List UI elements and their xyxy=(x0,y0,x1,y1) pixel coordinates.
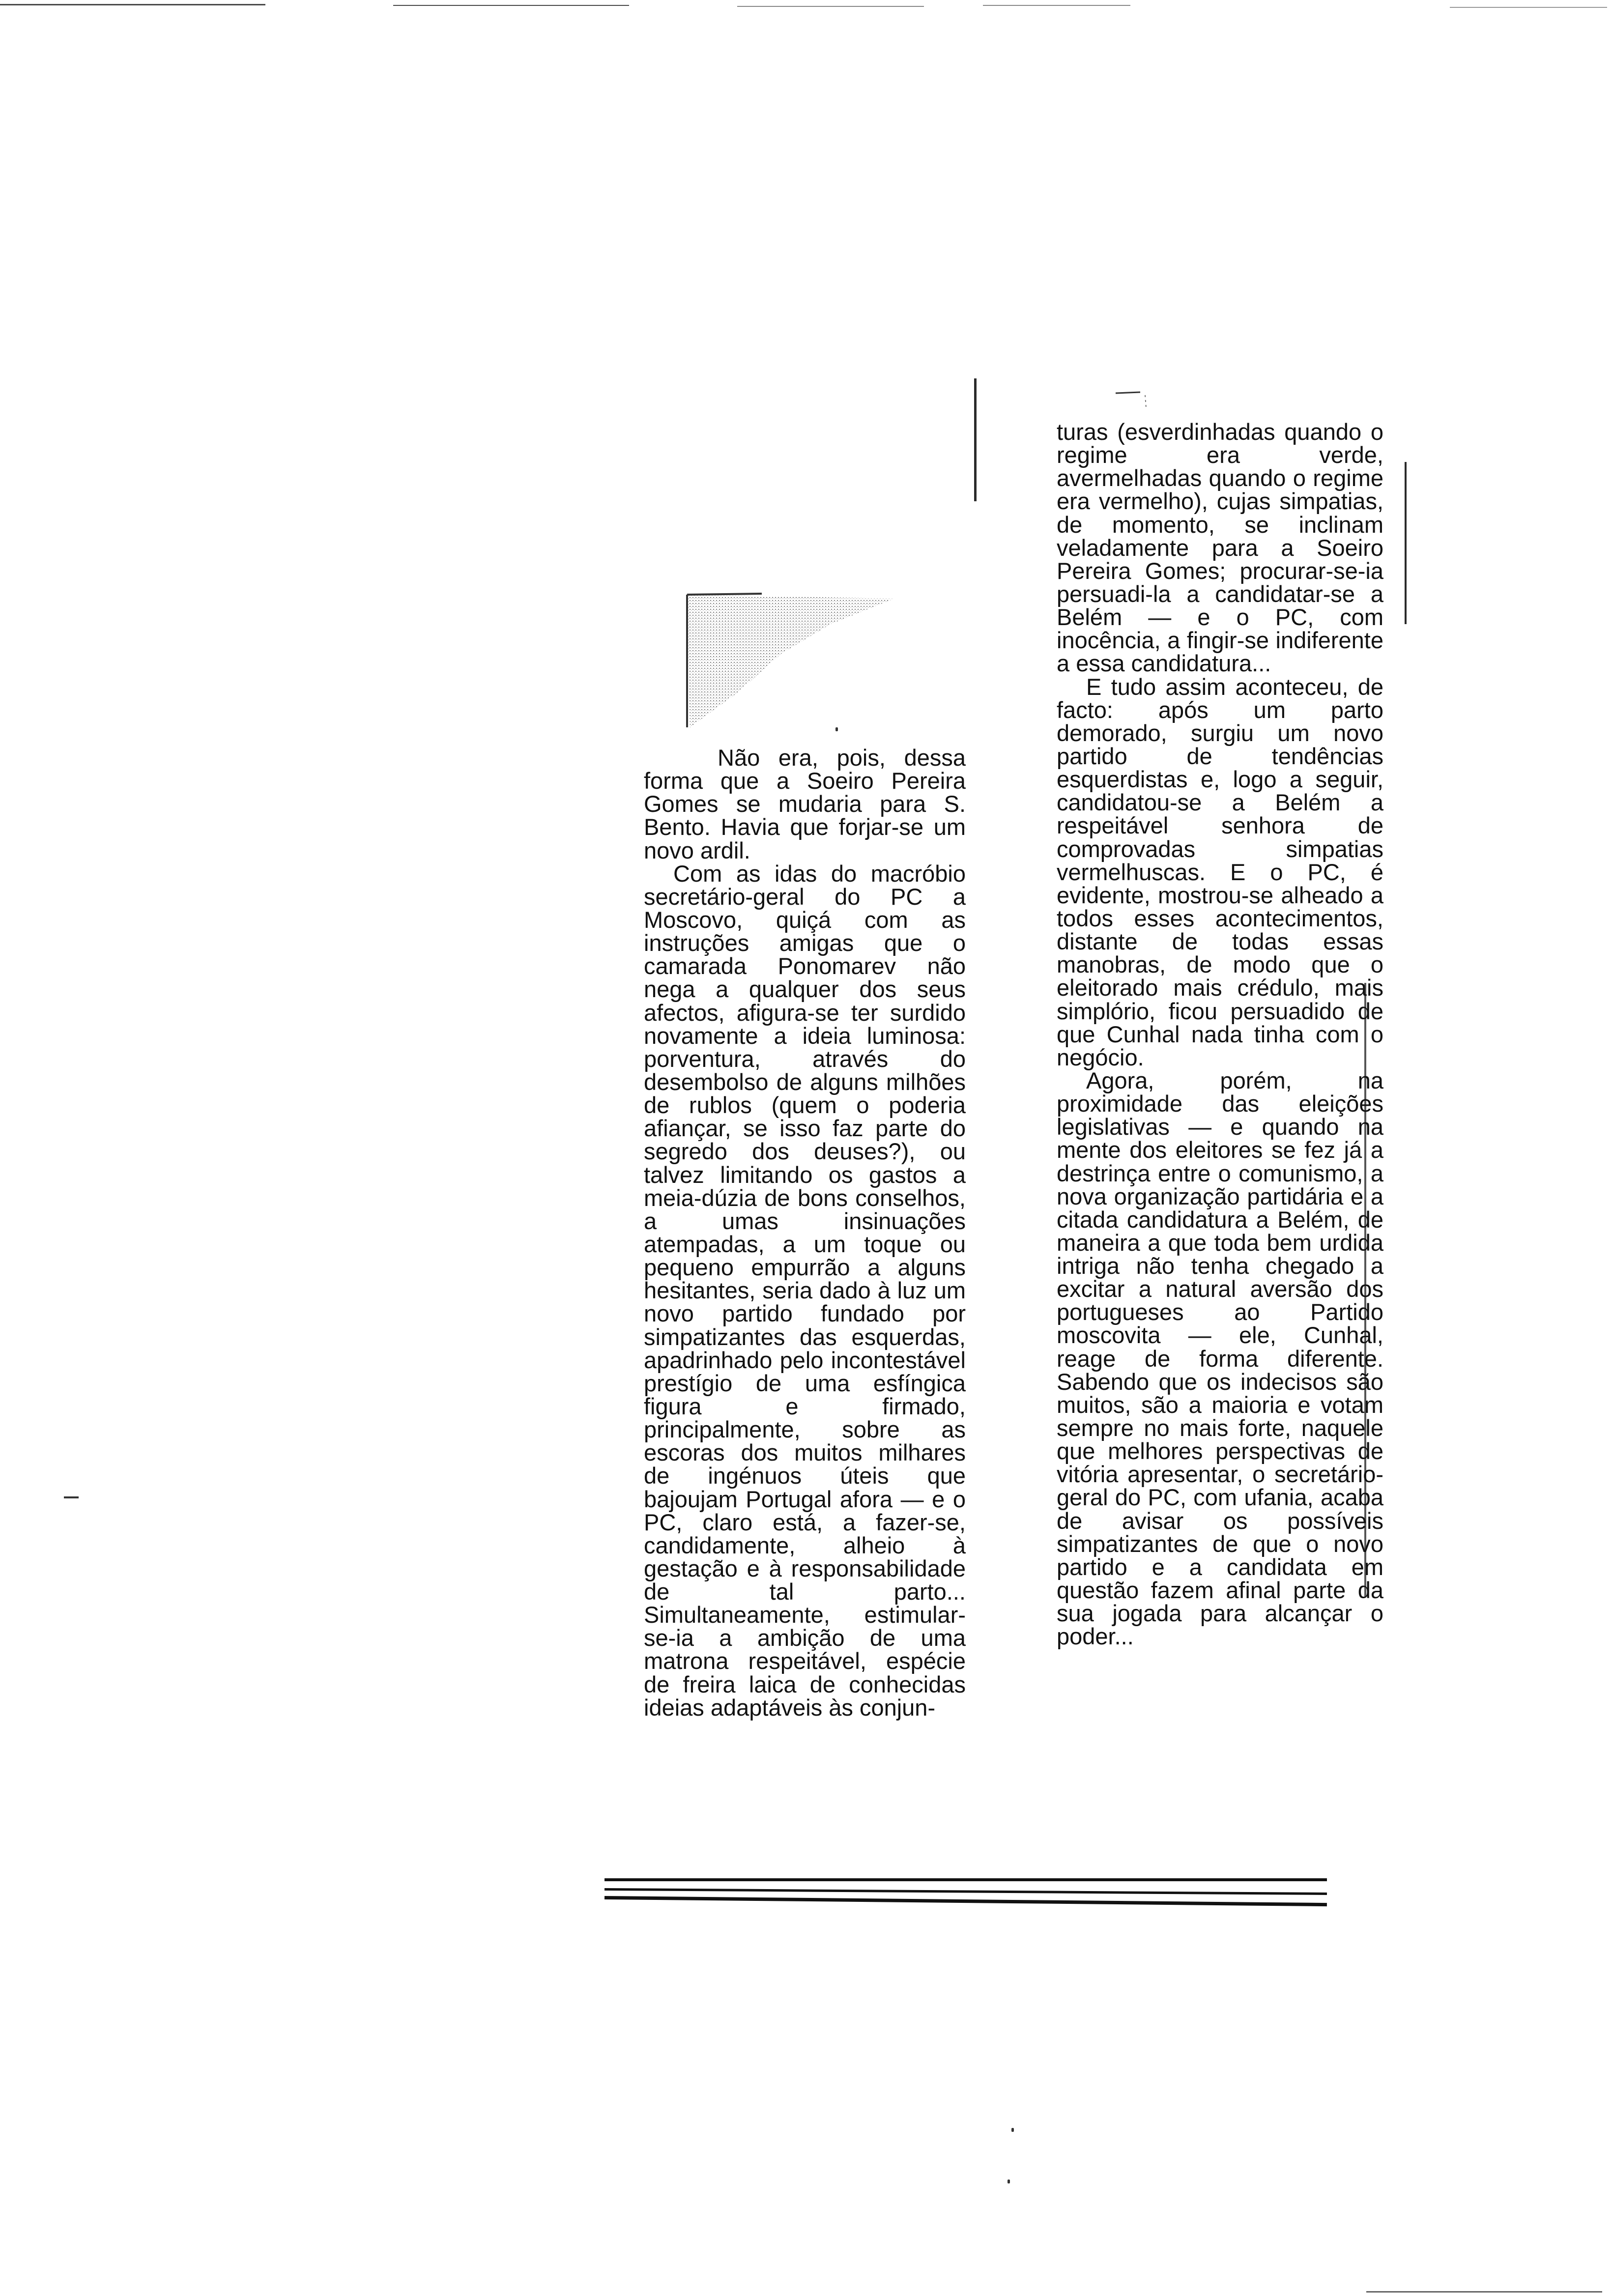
end-rule xyxy=(604,1888,1327,1895)
paragraph: Agora, porém, na proximidade das eleições legislativas — e quando na mente dos eleitores se fez já a destrinça entre o comunismo, a nova organização partidária e a citada candidatura a Belém, de maneira a que toda bem urdida intriga não tenha chegado a excitar a natural aversão dos portugueses ao Partido moscovita — ele, Cunhal, reage de forma diferente. Sabendo que os indecisos são muitos, são a maioria e votam sempre no mais forte, naquele que melhores perspectivas de vitória apresentar, o secretário-geral do PC, com ufania, acaba de avisar os possíveis simpatizantes de que o novo partido e a candidata em questão fazem afinal parte da sua jogada para alcançar o poder... xyxy=(1057,1067,1383,1650)
end-rule xyxy=(604,1878,1327,1881)
clipping-edge-mark xyxy=(1405,462,1407,624)
photo-fragment xyxy=(683,585,899,727)
clipping-edge-mark xyxy=(974,378,977,501)
article-column-left xyxy=(644,746,966,1719)
paragraph: turas (esverdinhadas quando o regime era verde, avermelhadas quando o regime era vermelho), cujas simpatias, de momento, se inclinam veladamente para a Soeiro Pereira Gomes; procurar-se-ia persuadi-la a candidatar-se a Belém — e o PC, com inocência, a fingir-se indiferente a essa candidatura... xyxy=(1057,419,1383,677)
paragraph: E tudo assim aconteceu, de facto: após um parto demorado, surgiu um novo partido de tendências esquerdistas e, logo a seguir, candidatou-se a Belém a respeitável senhora de comprovadas simpatias vermelhuscas. E o PC, é evidente, mostrou-se alheado a todos esses acontecimentos, distante de todas essas manobras, de modo que o eleitorado mais crédulo, mais simplório, ficou persuadido de que Cunhal nada tinha com o negócio. xyxy=(1057,673,1383,1070)
scan-edge-line xyxy=(393,5,629,6)
scan-speck xyxy=(1008,2180,1010,2183)
end-rule xyxy=(604,1896,1327,1906)
scan-edge-line xyxy=(1450,7,1607,8)
scan-speck xyxy=(64,1496,79,1498)
article-column-right xyxy=(1057,420,1383,1648)
paragraph: Não era, pois, dessa forma que a Soeiro Pereira Gomes se mudaria para S. Bento. Havia que forjar-se um novo ardil. xyxy=(644,745,966,863)
scan-speck xyxy=(1011,2128,1014,2132)
scan-speck xyxy=(835,727,838,731)
scan-edge-line xyxy=(1366,2291,1602,2293)
scan-edge-line xyxy=(737,6,924,7)
scan-edge-line xyxy=(983,5,1130,6)
scan-edge-line xyxy=(0,4,265,5)
paragraph: Com as idas do macróbio secretário-geral do PC a Moscovo, quiçá com as instruções amigas que o camarada Ponomarev não nega a qualquer dos seus afectos, afigura-se ter surdido novamente a ideia luminosa: porventura, através do desembolso de alguns milhões de rublos (quem o poderia afiançar, se isso faz parte do segredo dos deuses?), ou talvez limitando os gastos a meia-dúzia de bons conselhos, a umas insinuações atempadas, a um toque ou pequeno empurrão a alguns hesitantes, seria dado à luz um novo partido fundado por simpatizantes das esquerdas, apadrinhado pelo incontestável prestígio de uma esfíngica figura e firmado, principalmente, sobre as escoras dos muitos milhares de ingénuos úteis que bajoujam Portugal afora — e o PC, claro está, a fazer-se, candidamente, alheio à gestação e à responsabilidade de tal parto... Simultaneamente, estimular-se-ia a ambição de uma matrona respeitável, espécie de freira laica de conhecidas ideias adaptáveis às conjun- xyxy=(644,860,966,1721)
corner-tick-mark xyxy=(1111,388,1170,418)
